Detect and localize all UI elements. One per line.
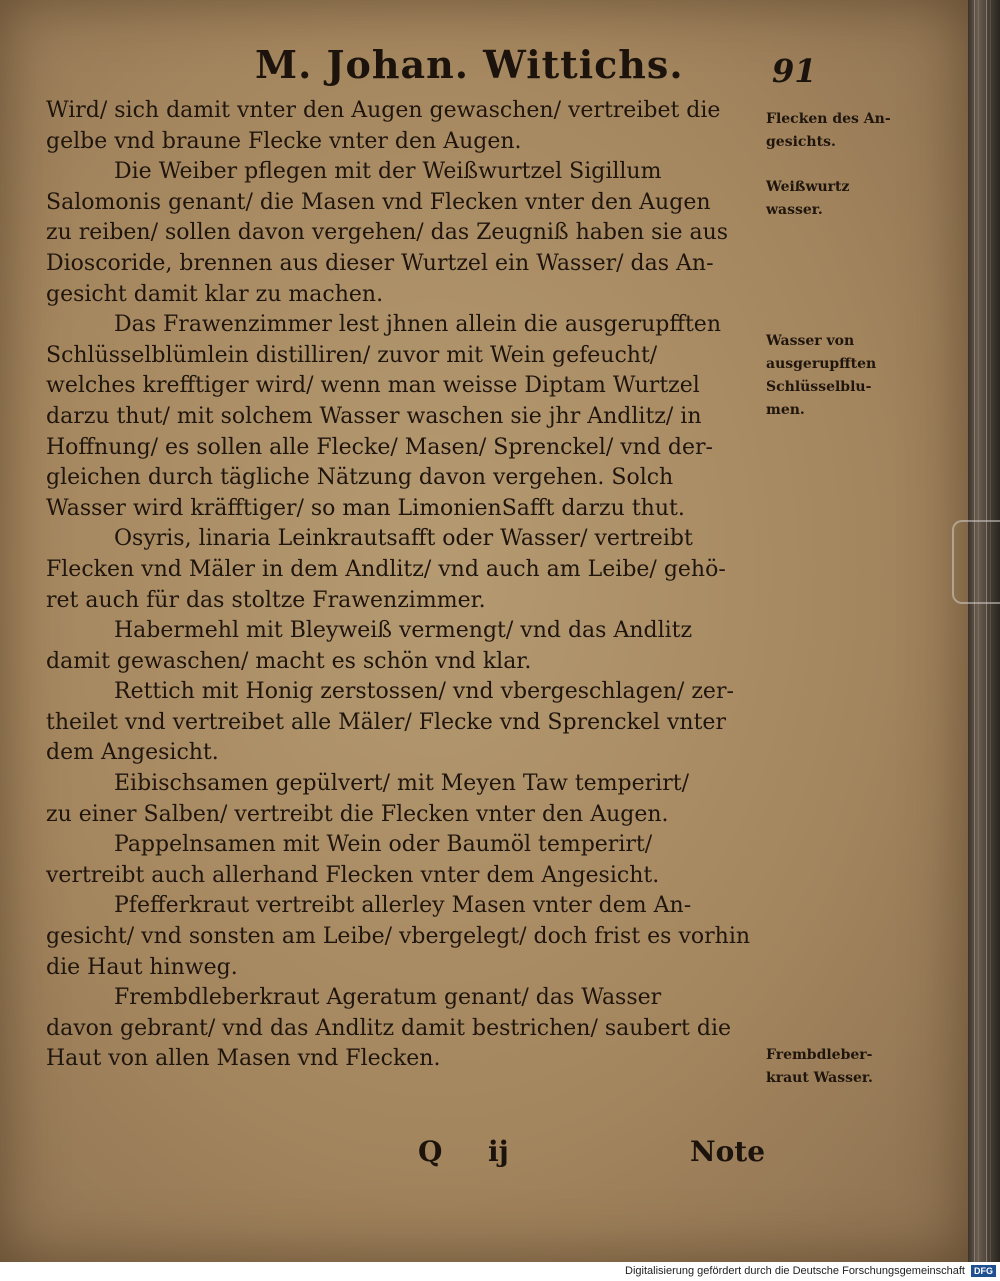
text-line: gelbe vnd braune Flecke vnter den Augen.: [46, 128, 522, 154]
text-line: Wasser wird kräfftiger/ so man LimonienSafft darzu thut.: [46, 495, 685, 521]
running-title: M. Johan. Wittichs.: [255, 42, 684, 87]
text-line: damit gewaschen/ macht es schön vnd klar.: [46, 648, 532, 674]
text-line: Osyris, linaria Leinkrautsafft oder Wasser/ vertreibt: [114, 526, 693, 552]
digitization-footer: [0, 1262, 1000, 1281]
margin-note: Flecken des An-: [766, 111, 891, 127]
text-line: Hoffnung/ es sollen alle Flecke/ Masen/ Sprenckel/ vnd der-: [46, 434, 713, 460]
text-line: theilet vnd vertreibet alle Mäler/ Flecke vnd Sprenckel vnter: [46, 709, 726, 735]
text-line: welches krefftiger wird/ wenn man weisse Diptam Wurtzel: [46, 373, 700, 399]
text-line: Wird/ sich damit vnter den Augen gewaschen/ vertreibet die: [46, 98, 721, 123]
text-line: Die Weiber pflegen mit der Weißwurtzel Sigillum: [114, 159, 662, 185]
text-line: Frembdleberkraut Ageratum genant/ das Wasser: [114, 985, 662, 1011]
text-line: Flecken vnd Mäler in dem Andlitz/ vnd auch am Leibe/ gehö-: [46, 556, 726, 582]
main-text-block: [46, 96, 762, 1075]
catchword: Note: [690, 1135, 766, 1168]
text-line: vertreibt auch allerhand Flecken vnter dem Angesicht.: [46, 862, 660, 888]
margin-note: men.: [766, 402, 805, 418]
text-line: Pappelnsamen mit Wein oder Baumöl temperirt/: [114, 832, 653, 858]
text-line: ret auch für das stoltze Frawenzimmer.: [46, 587, 486, 613]
margin-note: Schlüsselblu-: [766, 379, 872, 395]
text-line: gleichen durch tägliche Nätzung davon vergehen. Solch: [46, 465, 674, 491]
text-line: dem Angesicht.: [46, 740, 219, 766]
text-line: Pfefferkraut vertreibt allerley Masen vnter dem An-: [114, 893, 692, 919]
margin-note: ausgerupfften: [766, 356, 877, 372]
footer-credit: Digitalisierung gefördert durch die Deutsche Forschungsgemeinschaft: [625, 1265, 965, 1277]
text-line: Rettich mit Honig zerstossen/ vnd vbergeschlagen/ zer-: [114, 679, 734, 705]
margin-note: Weißwurtz: [766, 179, 850, 195]
dfg-logo-icon: DFG: [971, 1265, 996, 1277]
signature-mark: Q: [418, 1135, 443, 1168]
signature-number: ij: [488, 1135, 509, 1168]
text-line: Haut von allen Masen vnd Flecken.: [46, 1046, 441, 1072]
text-line: Dioscoride, brennen aus dieser Wurtzel ein Wasser/ das An-: [46, 250, 714, 276]
margin-note: gesichts.: [766, 134, 836, 150]
page-edge: [968, 0, 1000, 1262]
text-line: Habermehl mit Bleyweiß vermengt/ vnd das Andlitz: [114, 618, 693, 644]
margin-note: Wasser von: [766, 333, 855, 349]
margin-note: kraut Wasser.: [766, 1070, 873, 1086]
text-line: zu einer Salben/ vertreibt die Flecken vnter den Augen.: [46, 801, 669, 827]
text-line: Schlüsselblümlein distilliren/ zuvor mit Wein gefeucht/: [46, 342, 658, 368]
text-line: zu reiben/ sollen davon vergehen/ das Zeugniß haben sie aus: [46, 220, 729, 246]
text-line: darzu thut/ mit solchem Wasser waschen sie jhr Andlitz/ in: [46, 403, 702, 429]
text-line: die Haut hinweg.: [46, 954, 238, 980]
text-line: gesicht damit klar zu machen.: [46, 281, 384, 307]
text-line: davon gebrant/ vnd das Andlitz damit bestrichen/ saubert die: [46, 1015, 732, 1041]
margin-note: wasser.: [766, 202, 823, 218]
page-number: 91: [772, 52, 817, 90]
text-line: Eibischsamen gepülvert/ mit Meyen Taw temperirt/: [114, 771, 689, 797]
margin-note: Frembdleber-: [766, 1047, 873, 1063]
page-tab-marker: [952, 520, 1000, 604]
text-line: Salomonis genant/ die Masen vnd Flecken vnter den Augen: [46, 189, 711, 215]
text-line: gesicht/ vnd sonsten am Leibe/ vbergelegt/ doch frist es vorhin: [46, 924, 751, 950]
text-line: Das Frawenzimmer lest jhnen allein die ausgerupfften: [114, 312, 721, 338]
